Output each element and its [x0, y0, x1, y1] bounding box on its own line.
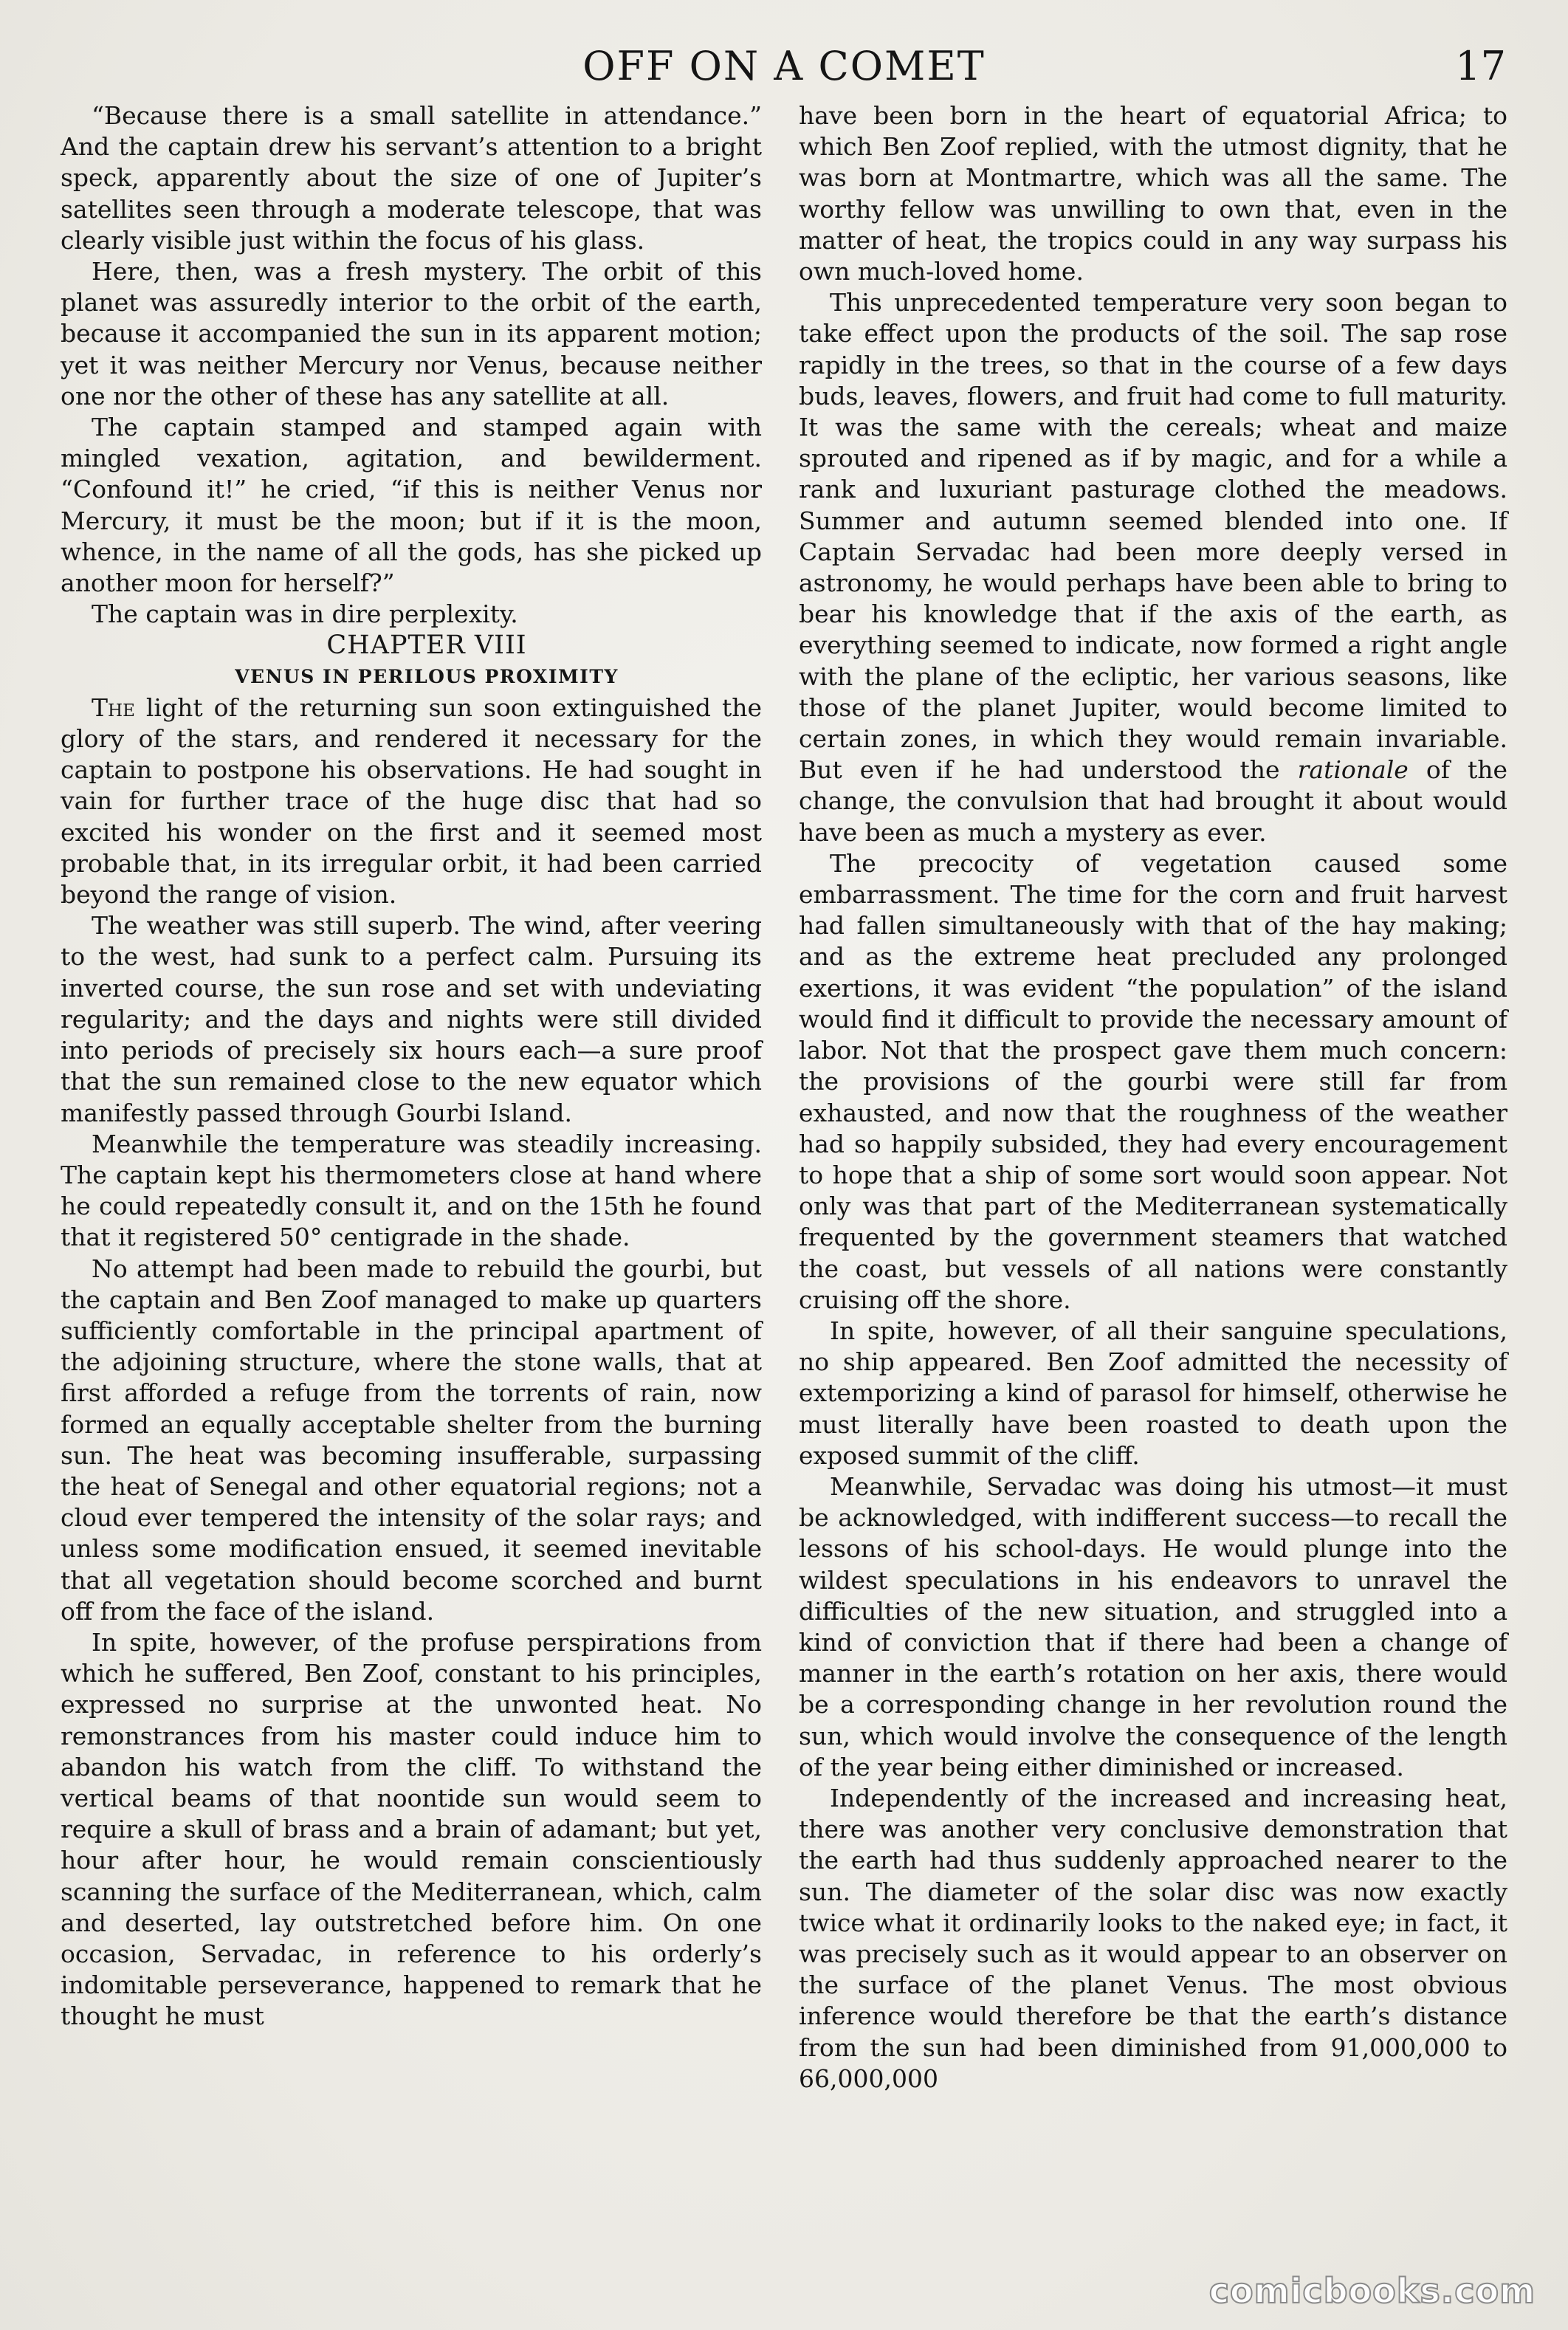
paragraph-continued: have been born in the heart of equatorial Africa; to which Ben Zoof replied, with the utmost dignity, that he was born at Montmartre, which was all the same. The worthy fellow was unwilling to own that, even in the matter of heat, the tropics could in any way surpass his own much-loved home. [799, 101, 1507, 286]
paragraph: Here, then, was a fresh mystery. The orbit of this planet was assuredly interior to the orbit of the earth, because it accompanied the sun in its apparent motion; yet it was neither Mercury nor Venus, because neither one nor the other of these has any satellite at all. [61, 257, 762, 410]
paragraph-text: of the change, the convulsion that had brought it about would have been as much a mystery as ever. [799, 755, 1507, 847]
paragraph: No attempt had been made to rebuild the gourbi, but the captain and Ben Zoof managed to make up quarters sufficiently comfortable in the principal apartment of the adjoining structure, where the stone walls, that at first afforded a refuge from the torrents of rain, now formed an equally acceptable shelter from the burning sun. The heat was becoming insufferable, surpassing the heat of Senegal and other equatorial regions; not a cloud ever tempered the intensity of the solar rays; and unless some modification ensued, it seemed inevitable that all vegetation should become scorched and burnt off from the face of the island. [61, 1254, 762, 1626]
italic-word: rationale [1297, 755, 1409, 785]
paragraph-text: light of the returning sun soon extinguished the glory of the stars, and rendered it necessary for the captain to postpone his observations. He had sought in vain for further trace of the huge disc that had so excited his wonder on the first and it seemed most probable that, in its irregular orbit, it had been carried beyond the range of vision. [61, 693, 762, 910]
right-column [799, 100, 1507, 2094]
chapter-subtitle: VENUS IN PERILOUS PROXIMITY [235, 665, 619, 687]
paragraph: Independently of the increased and increasing heat, there was another very conclusive demonstration that the earth had thus suddenly approached nearer to the sun. The diameter of the solar disc was now exactly twice what it ordinarily looks to the naked eye; in fact, it was precisely such as it would appear to an observer on the surface of the planet Venus. The most obvious inference would therefore be that the earth’s distance from the sun had been diminished from 91,000,000 to 66,000,000 [799, 1783, 1507, 2093]
paragraph: The precocity of vegetation caused some embarrassment. The time for the corn and fruit harvest had fallen simultaneously with that of the hay making; and as the extreme heat precluded any prolonged exertions, it was evident “the population” of the island would find it difficult to provide the necessary amount of labor. Not that the prospect gave them much concern: the provisions of the gourbi were still far from exhausted, and now that the roughness of the weather had so happily subsided, they had every encouragement to hope that a ship of some sort would soon appear. Not only was that part of the Mediterranean systematically frequented by the government steamers that watched the coast, but vessels of all nations were constantly cruising off the shore. [799, 848, 1507, 1314]
paragraph [799, 287, 1507, 848]
paragraph: The captain stamped and stamped again with mingled vexation, agitation, and bewilderment. “Confound it!” he cried, “if this is neither Venus nor Mercury, it must be the moon; but if it is the moon, whence, in the name of all the gods, has she picked up another moon for herself?” [61, 413, 762, 598]
paragraph: The weather was still superb. The wind, after veering to the west, had sunk to a perfect calm. Pursuing its inverted course, the sun rose and set with undeviating regularity; and the days and nights were still divided into periods of precisely six hours each—a sure proof that the sun remained close to the new equator which manifestly passed through Gourbi Island. [61, 911, 762, 1127]
paragraph-chapter-opening [61, 693, 762, 910]
paragraph: Meanwhile the temperature was steadily increasing. The captain kept his thermometers close at hand where he could repeatedly consult it, and on the 15th he found that it registered 50° centigrade in the shade. [61, 1129, 762, 1252]
paragraph: In spite, however, of the profuse perspirations from which he suffered, Ben Zoof, constant to his principles, expressed no surprise at the unwonted heat. No remonstrances from his master could induce him to abandon his watch from the cliff. To withstand the vertical beams of that noontide sun would seem to require a skull of brass and a brain of adamant; but yet, hour after hour, he would remain conscientiously scanning the surface of the Mediterranean, which, calm and deserted, lay outstretched before him. On one occasion, Servadac, in reference to his orderly’s indomitable perseverance, happened to remark that he thought he must [61, 1627, 762, 2031]
paragraph: In spite, however, of all their sanguine speculations, no ship appeared. Ben Zoof admitted the necessity of extemporizing a kind of parasol for himself, otherwise he must literally have been roasted to death upon the exposed summit of the cliff. [799, 1316, 1507, 1470]
watermark: comicbooks.com [1208, 2271, 1536, 2311]
left-column [61, 100, 762, 2032]
lead-word: The [92, 693, 135, 722]
paragraph: The captain was in dire perplexity. [92, 599, 518, 629]
paragraph-text: This unprecedented temperature very soon began to take effect upon the products of the soil. The sap rose rapidly in the trees, so that in the course of a few days buds, leaves, flowers, and fruit had come to full maturity. It was the same with the cereals; wheat and maize sprouted and ripened as if by magic, and for a while a rank and luxuriant pasturage clothed the meadows. Summer and autumn seemed blended into one. If Captain Servadac had been more deeply versed in astronomy, he would perhaps have been able to bring to bear his knowledge that if the axis of the earth, as everything seemed to indicate, now formed a right angle with the plane of the ecliptic, her various seasons, like those of the planet Jupiter, would become limited to certain zones, in which they would remain invariable. But even if he had understood the [799, 288, 1507, 785]
chapter-heading: CHAPTER VIII [326, 630, 527, 661]
page-header [62, 43, 1506, 97]
paragraph: “Because there is a small satellite in attendance.” And the captain drew his servant’s attention to a bright speck, apparently about the size of one of Jupiter’s satellites seen through a moderate telescope, that was clearly visible just within the focus of his glass. [61, 101, 762, 255]
paragraph: Meanwhile, Servadac was doing his utmost—it must be acknowledged, with indifferent success—to recall the lessons of his school-days. He would plunge into the wildest speculations in his endeavors to unravel the difficulties of the new situation, and struggled into a kind of conviction that if there had been a change of manner in the earth’s rotation on her axis, there would be a corresponding change in her revolution round the sun, which would involve the consequence of the length of the year being either diminished or increased. [799, 1471, 1507, 1781]
page-number: 17 [1455, 43, 1506, 89]
running-title: OFF ON A COMET [582, 43, 986, 89]
